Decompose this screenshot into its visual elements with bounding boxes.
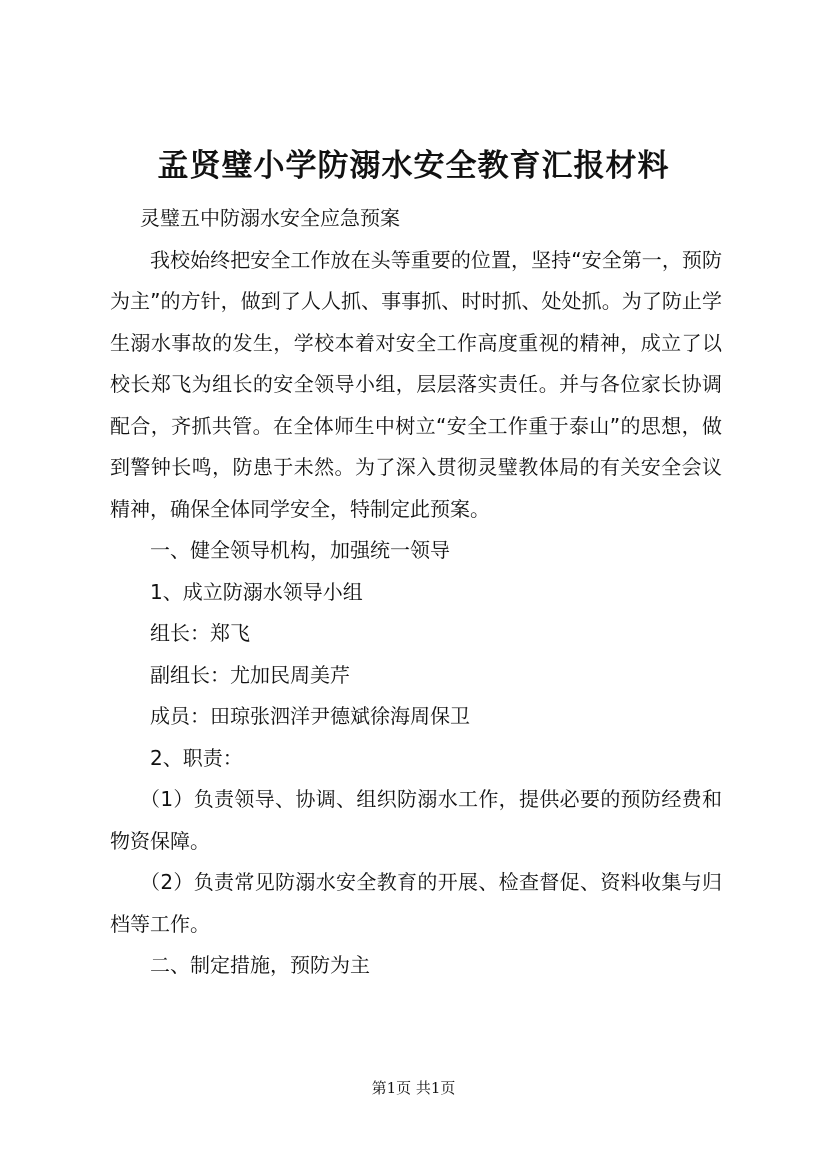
section-heading-1: 一、健全领导机构，加强统一领导 xyxy=(150,538,450,562)
subtitle-paragraph: 灵璧五中防溺水安全应急预案 xyxy=(140,206,400,230)
section-heading-2: 二、制定措施，预防为主 xyxy=(150,953,370,977)
subsection-heading-2: 2、职责： xyxy=(150,745,243,770)
group-leader-line: 组长：郑飞 xyxy=(150,621,250,645)
document-body xyxy=(110,198,722,987)
members-line: 成员：田琼张泗洋尹德斌徐海周保卫 xyxy=(150,704,470,728)
duty-paragraph-2: （2）负责常见防溺水安全教育的开展、检查督促、资料收集与归档等工作。 xyxy=(110,870,722,936)
document-title: 孟贤璧小学防溺水安全教育汇报材料 xyxy=(157,148,670,184)
intro-paragraph: 我校始终把安全工作放在头等重要的位置，坚持“安全第一，预防为主”的方针，做到了人人抓、事事抓、时时抓、处处抓。为了防止学生溺水事故的发生，学校本着对安全工作高度重视的精神，成立了以校长郑飞为组长的安全领导小组，层层落实责任。并与各位家长协调配合，齐抓共管。在全体师生中树立“安全工作重于泰山”的思想，做到警钟长鸣，防患于未然。为了深入贯彻灵璧教体局的有关安全会议精神，确保全体同学安全，特制定此预案。 xyxy=(110,247,722,521)
duty-paragraph-1: （1）负责领导、协调、组织防溺水工作，提供必要的预防经费和物资保障。 xyxy=(110,787,722,853)
deputy-leader-line: 副组长：尤加民周美芹 xyxy=(150,662,350,687)
subsection-heading-1: 1、成立防溺水领导小组 xyxy=(150,579,363,604)
page-footer: 第1页 共1页 xyxy=(371,1079,456,1097)
